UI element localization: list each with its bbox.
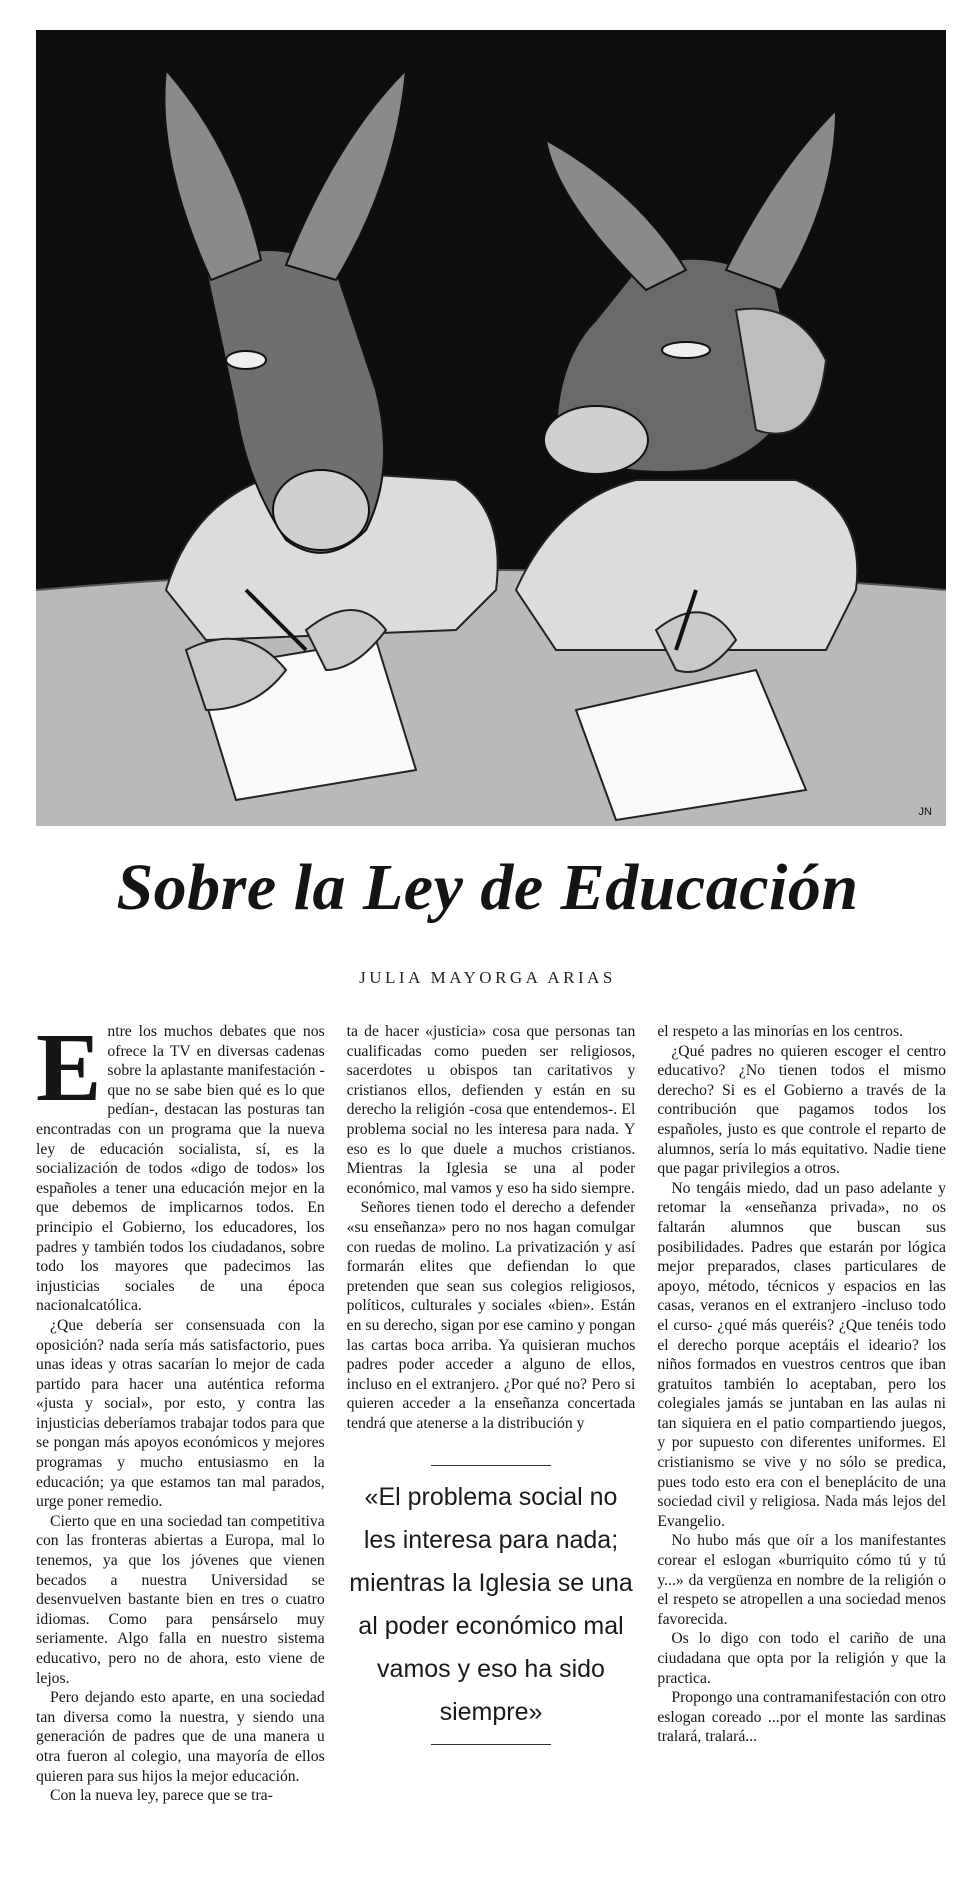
article-column-2 — [347, 1022, 636, 1880]
divider — [431, 1465, 551, 1466]
article-paragraph: Entre los muchos debates que nos ofrece la TV en diversas cadenas sobre la aplastante manifestación -que no se sabe bien qué es lo que pedían-, destacan las posturas tan encontradas con un programa que la nueva ley de educación socialista, sí, es la socialización de todos «digo de todos» los españoles a tener una educación mejor en la que debemos de implicarnos todos. En principio el Gobierno, los educadores, los padres y también todos los ciudadanos, sobre todo los mayores que padecimos las injusticias sociales de una época nacionalcatólica. — [36, 1022, 325, 1315]
article-paragraph: ta de hacer «justicia» cosa que personas tan cualificadas como pueden ser religiosos, sacerdotes u obispos tan caritativos y cristianos ellos, defienden y están en su derecho la religión -cosa que entendemos-. El problema social no les interesa para nada. Y eso es lo que duele a muchos cristianos. Mientras la Iglesia se una al poder económico, mal vamos y eso ha sido siempre. — [346, 1023, 636, 1197]
article-paragraph: Con la nueva ley, parece que se tra- — [50, 1787, 273, 1805]
article-paragraph: Pero dejando esto aparte, en una sociedad tan diversa como la nuestra, y siendo una generación de padres que de una manera u otra fueron al colegio, una mayoría de ellos quieren para sus hijos la mejor educación. — [36, 1689, 325, 1785]
donkey-students-illustration — [36, 30, 946, 826]
article-column-3 — [657, 1022, 946, 1880]
article-paragraph: Os lo digo con todo el cariño de una ciudadana que opta por la religión y que la practica. — [657, 1630, 947, 1687]
article-paragraph: el respeto a las minorías en los centros. — [657, 1023, 904, 1040]
article-paragraph: No tengáis miedo, dad un paso adelante y retomar la «enseñanza privada», no os faltarán alumnos que buscan sus posibilidades. Padres que estarán por lógica mejor preparados, clases particulares de apoyo, método, técnicos y espacios en las casas, veranos en el extranjero -incluso todo el curso- ¿qué más queréis? ¿Que tenéis todo el derecho porque aceptáis el ideario? los niños formados en vuestros centros que iban gratuitos también lo aceptaban, pero los colegiales jamás se juntaban en las aulas ni tan siquiera en el patio compartiendo juegos, y por supuesto con diferentes uniformes. El cristianismo se vive y no sólo se predica, pues todo esto era con el beneplácito de una sociedad civil y religiosa. Nada más lejos del Evangelio. — [657, 1179, 947, 1530]
article-paragraph: Propongo una contramanifestación con otro eslogan coreado ...por el monte las sardinas tralará, tralará... — [657, 1689, 947, 1746]
dropcap: E — [36, 1022, 102, 1122]
divider — [431, 1744, 551, 1745]
article-paragraph: Cierto que en una sociedad tan competitiva con las fronteras abiertas a Europa, mal lo tenemos, ya que los jóvenes que vienen becados a nuestra Universidad se desenvuelven bastante bien en tres o cuatro idiomas. Como para pensárselo muy seriamente. Algo falla en nuestro sistema educativo, pero no de ahora, esto viene de lejos. — [36, 1512, 325, 1687]
article-paragraph: ¿Que debería ser consensuada con la oposición? nada sería más satisfactorio, pues unas ideas y otras sacarían lo mejor de cada partido para hacer una auténtica reforma «justa y social», por esto, y contra las injusticias deberíamos trabajar todos para que se pongan más apoyos económicos y mejores programas y mucho entusiasmo en la educación; ya que estamos tan mal parados, urge poner remedio. — [36, 1316, 325, 1511]
pull-quote-text: «El problema social no les interesa para nada; mientras la Iglesia se una al poder económico mal vamos y eso ha sido siempre» — [349, 1483, 633, 1727]
article-illustration — [36, 30, 946, 826]
article-paragraph: Señores tienen todo el derecho a defender «su enseñanza» pero no nos hagan comulgar con ruedas de molino. La privatización y así formarán elites que defiendan lo que pretenden que sean sus colegios religiosos, políticos, culturales y sociales «bien». Están en su derecho, sigan por ese camino y pongan las cartas boca arriba. Ya quisieran muchos padres poder acceder a alguno de ellos, incluso en el extranjero. ¿Por qué no? Pero si quieren acceder a la enseñanza concertada tendrá que atenerse a la distribución y — [346, 1199, 636, 1432]
article-title: Sobre la Ley de Educación — [116, 851, 859, 924]
article-byline: JULIA MAYORGA ARIAS — [359, 968, 616, 987]
article-paragraph: No hubo más que oír a los manifestantes corear el eslogan «burriquito cómo tú y tú y...» da vergüenza en nombre de la religión o el respeto se atropellen a una sociedad menos favorecida. — [657, 1532, 947, 1628]
illustrator-signature: JN — [918, 806, 932, 818]
article-body — [36, 1022, 946, 1880]
article-column-1 — [36, 1022, 325, 1880]
pull-quote — [347, 1459, 636, 1751]
article-paragraph: ¿Qué padres no quieren escoger el centro educativo? ¿No tienen todos el mismo derecho? Si es el Gobierno a través de la contribución que pagamos todos los españoles, justo es que controle el reparto de alumnos, sería lo más equitativo. Nadie tiene que pagar privilegios a otros. — [657, 1042, 947, 1178]
